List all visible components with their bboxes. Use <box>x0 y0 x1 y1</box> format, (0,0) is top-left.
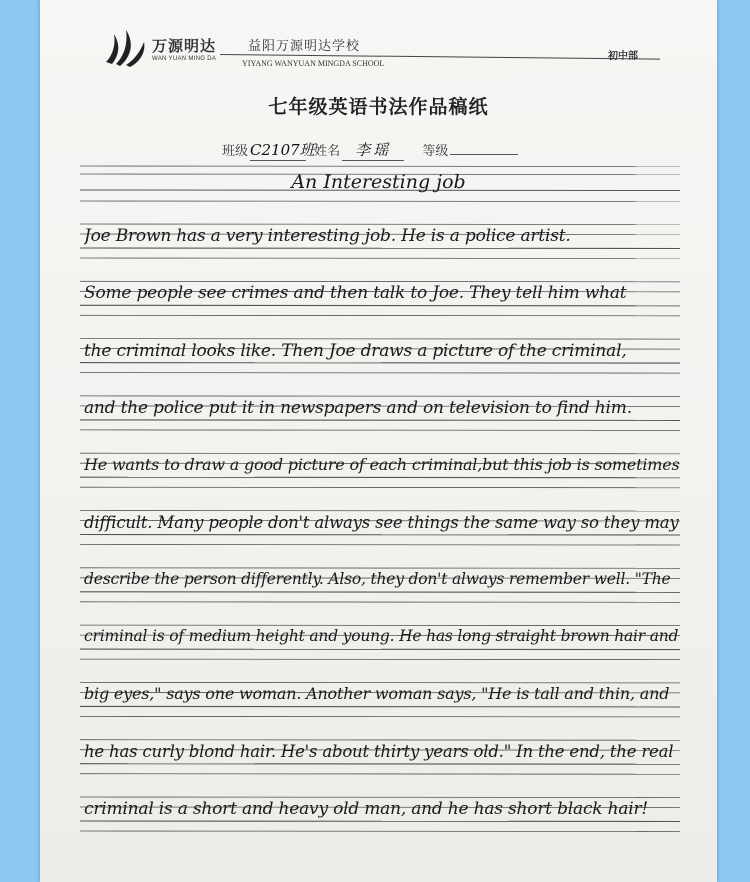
essay-line: difficult. Many people don't always see things the same way so they may <box>84 512 679 532</box>
logo-text: 万源明达 <box>152 37 217 55</box>
essay-line: Joe Brown has a very interesting job. He is a police artist. <box>84 226 571 246</box>
essay-line: He wants to draw a good picture of each criminal,but this job is sometimes <box>84 455 680 475</box>
calligraphy-paper <box>40 0 717 882</box>
essay-title-row <box>40 168 717 198</box>
school-name-en: YIYANG WANYUAN MINGDA SCHOOL <box>242 59 385 68</box>
essay-line: the criminal looks like. Then Joe draws a picture of the criminal, <box>84 340 627 361</box>
essay-line: and the police put it in newspapers and on television to find him. <box>84 397 632 418</box>
essay-line: criminal is of medium height and young. He has long straight brown hair and <box>84 627 679 646</box>
name-label: 姓名 <box>314 144 341 159</box>
class-value: C2107班 <box>250 141 315 159</box>
division-label: 初中部 <box>608 51 638 62</box>
school-name-cn: 益阳万源明达学校 <box>248 39 361 54</box>
essay-title: An Interesting job <box>291 171 466 193</box>
essay-line: criminal is a short and heavy old man, and he has short black hair! <box>84 799 649 819</box>
essay-line: Some people see crimes and then talk to Joe. They tell him what <box>84 283 627 304</box>
name-value: 李瑶 <box>342 139 404 161</box>
grade-label: 等级 <box>422 144 449 159</box>
essay-line: describe the person differently. Also, they don't always remember well. "The <box>84 569 671 588</box>
essay-line: he has curly blond hair. He's about thirty years old." In the end, the real <box>84 741 674 761</box>
logo-pinyin: WAN YUAN MING DA <box>152 56 217 62</box>
page-title: 七年级英语书法作品稿纸 <box>268 96 489 118</box>
class-label: 班级 <box>222 144 249 159</box>
essay-line: big eyes," says one woman. Another woman says, "He is tall and thin, and <box>84 684 670 704</box>
